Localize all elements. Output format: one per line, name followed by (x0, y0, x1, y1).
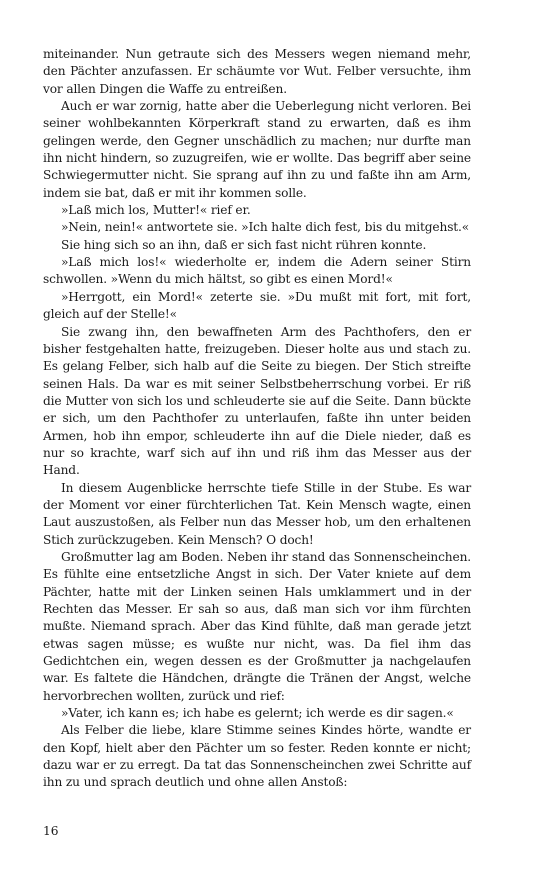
paragraph-6: »Laß mich los!« wiederholte er, indem die Adern seiner Stirn schwollen. »Wenn du mich hältst, so gibt es einen Mord!« (43, 255, 471, 287)
paragraph-1: miteinander. Nun getraute sich des Messers wegen niemand mehr, den Pächter anzufassen. Er schäumte vor Wut. Felber versuchte, ihm vor allen Dingen die Waffe zu entreißen. (43, 47, 471, 96)
paragraph-11: »Vater, ich kann es; ich habe es gelernt; ich werde es dir sagen.« (61, 706, 454, 721)
body-text (43, 46, 471, 792)
paragraph-4: »Nein, nein!« antwortete sie. »Ich halte dich fest, bis du mitgehst.« (61, 220, 470, 235)
paragraph-7: »Herrgott, ein Mord!« zeterte sie. »Du mußt mit fort, mit fort, gleich auf der Stelle!« (43, 289, 471, 322)
paragraph-3: »Laß mich los, Mutter!« rief er. (61, 203, 251, 218)
page-number: 16 (43, 824, 59, 838)
paragraph-8: Sie zwang ihn, den bewaffneten Arm des Pachthofers, den er bisher festgehalten hatte, freizugeben. Dieser holte aus und stach zu. Es gelang Felber, sich halb auf die Seite zu biegen. Der Stich streifte seinen Hals. Da war es mit seiner Selbstbeherrschung vorbei. Er riß die Mutter von sich los und schleuderte sie auf die Seite. Dann bückte er sich, um den Pachthofer zu unterlaufen, faßte ihn unter beiden Armen, hob ihn empor, schleuderte ihn auf die Diele nieder, daß es nur so krachte, warf sich auf ihn und riß ihm das Messer aus der Hand. (43, 324, 471, 478)
paragraph-10: Großmutter lag am Boden. Neben ihr stand das Sonnenscheinchen. Es fühlte eine entsetzliche Angst in sich. Der Vater kniete auf dem Pächter, hatte mit der Linken seinen Hals umklammert und in der Rechten das Messer. Er sah so aus, daß man sich vor ihm fürchten mußte. Niemand sprach. Aber das Kind fühlte, daß man gerade jetzt etwas sagen müsse; es wußte nur nicht, was. Da fiel ihm das Gedichtchen ein, wegen dessen es der Großmutter ja nachgelaufen war. Es faltete die Händchen, drängte die Tränen der Angst, welche hervorbrechen wollten, zurück und rief: (43, 549, 471, 703)
paragraph-9: In diesem Augenblicke herrschte tiefe Stille in der Stube. Es war der Moment vor einer fürchterlichen Tat. Kein Mensch wagte, einen Laut auszustoßen, als Felber nun das Messer hob, um den erhaltenen Stich zurückzugeben. Kein Mensch? O doch! (43, 480, 471, 547)
paragraph-5: Sie hing sich so an ihn, daß er sich fast nicht rühren konnte. (61, 237, 427, 252)
paragraph-2: Auch er war zornig, hatte aber die Ueberlegung nicht verloren. Bei seiner wohlbekannten Körperkraft stand zu erwarten, daß es ihm gelingen werde, den Gegner unschädlich zu machen; nur durfte man ihn nicht hindern, so zuzugreifen, wie er wollte. Das begriff aber seine Schwiegermutter nicht. Sie sprang auf ihn zu und faßte ihn am Arm, indem sie bat, daß er mit ihr kommen solle. (43, 99, 471, 200)
paragraph-12: Als Felber die liebe, klare Stimme seines Kindes hörte, wandte er den Kopf, hielt aber den Pächter um so fester. Reden konnte er nicht; dazu war er zu erregt. Da tat das Sonnenscheinchen zwei Schritte auf ihn zu und sprach deutlich und ohne allen Anstoß: (43, 723, 471, 790)
